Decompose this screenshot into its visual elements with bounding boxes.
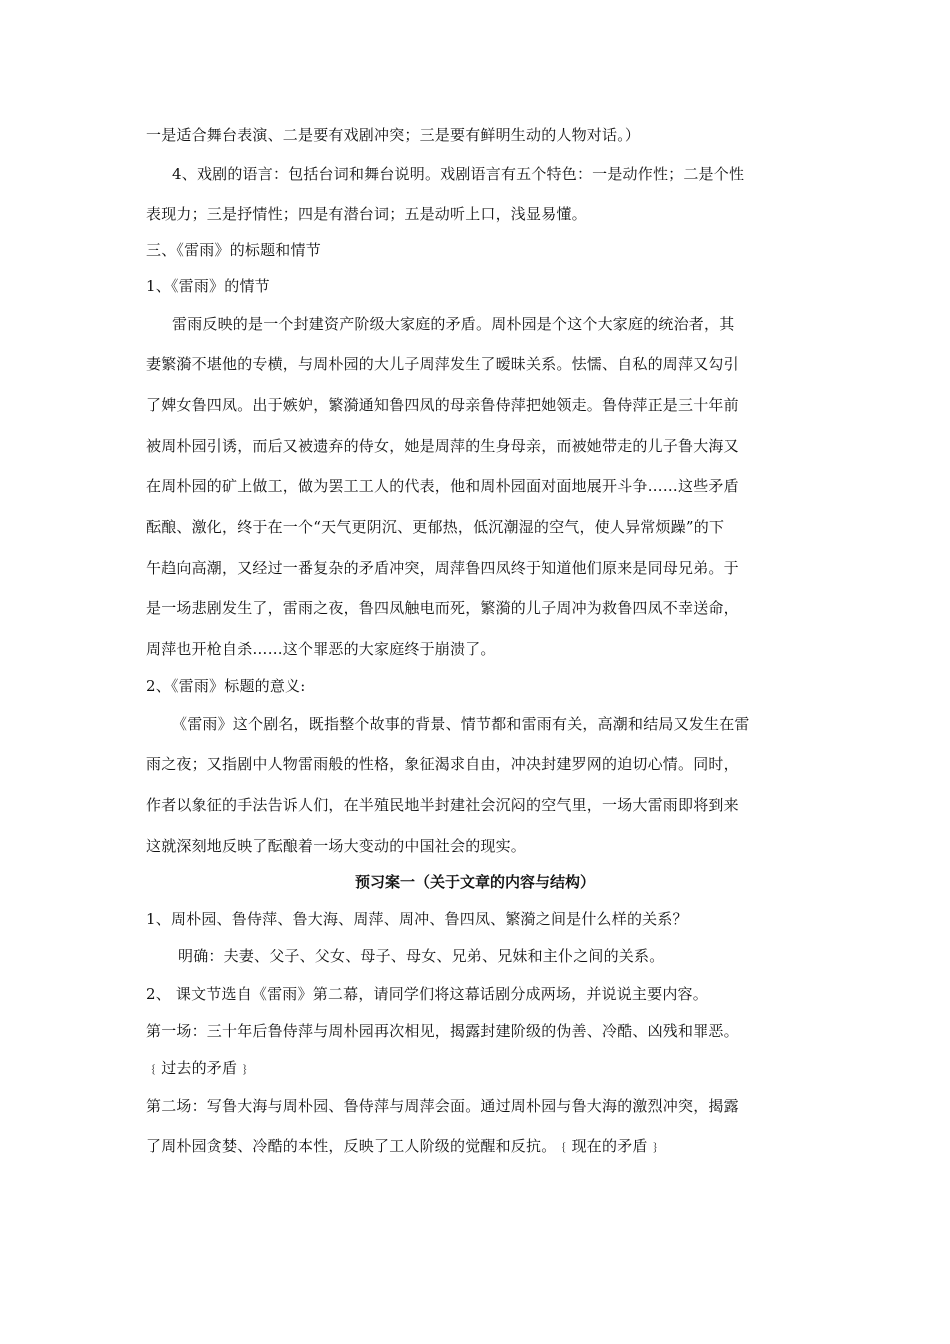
text-line-14: 周萍也开枪自杀……这个罪恶的大家庭终于崩溃了。 xyxy=(146,640,496,658)
text-line-19: 这就深刻地反映了酝酿着一场大变动的中国社会的现实。 xyxy=(146,837,527,855)
text-line-3: 表现力；三是抒情性；四是有潜台词；五是动听上口，浅显易懂。 xyxy=(146,205,587,223)
text-line-7: 妻繁漪不堪他的专横，与周朴园的大儿子周萍发生了暧昧关系。怯懦、自私的周萍又勾引 xyxy=(146,355,739,373)
section-heading-3: 三、《雷雨》的标题和情节 xyxy=(146,241,321,259)
text-line-16: 《雷雨》这个剧名，既指整个故事的背景、情节都和雷雨有关，高潮和结局又发生在雷 xyxy=(172,715,750,733)
text-line-17: 雨之夜；又指剧中人物雷雨般的性格，象征渴求自由，冲决封建罗网的迫切心情。同时， xyxy=(146,755,739,773)
text-line-8: 了婢女鲁四凤。出于嫉妒，繁漪通知鲁四凤的母亲鲁侍萍把她领走。鲁侍萍正是三十年前 xyxy=(146,396,739,414)
scene-1-note: ﹛过去的矛盾﹜ xyxy=(146,1059,253,1077)
text-line-6: 雷雨反映的是一个封建资产阶级大家庭的矛盾。周朴园是个这个大家庭的统治者，其 xyxy=(172,315,735,333)
text-line-12: 午趋向高潮，又经过一番复杂的矛盾冲突，周萍鲁四凤终于知道他们原来是同母兄弟。于 xyxy=(146,559,739,577)
scene-1-text: 第一场：三十年后鲁侍萍与周朴园再次相见，揭露封建阶级的伪善、冷酷、凶残和罪恶。 xyxy=(146,1022,739,1040)
text-line-10: 在周朴园的矿上做工，做为罢工工人的代表，他和周朴园面对面地展开斗争……这些矛盾 xyxy=(146,477,739,495)
scene-2-text: 第二场：写鲁大海与周朴园、鲁侍萍与周萍会面。通过周朴园与鲁大海的激烈冲突，揭露 xyxy=(146,1097,739,1115)
answer-1: 明确：夫妻、父子、父女、母子、母女、兄弟、兄妹和主仆之间的关系。 xyxy=(178,947,665,965)
question-1: 1、周朴园、鲁侍萍、鲁大海、周萍、周冲、鲁四凤、繁漪之间是什么样的关系？ xyxy=(146,910,688,928)
text-line-18: 作者以象征的手法告诉人们，在半殖民地半封建社会沉闷的空气里，一场大雷雨即将到来 xyxy=(146,796,739,814)
scene-2-text-cont: 了周朴园贪婪、冷酷的本性，反映了工人阶级的觉醒和反抗。﹛现在的矛盾﹜ xyxy=(146,1137,663,1155)
preview-case-heading: 预习案一（关于文章的内容与结构） xyxy=(354,873,595,891)
text-line-11: 酝酿、激化，终于在一个“天气更阴沉、更郁热，低沉潮湿的空气，使人异常烦躁”的下 xyxy=(146,518,725,536)
text-line-1: 一是适合舞台表演、二是要有戏剧冲突；三是要有鲜明生动的人物对话。） xyxy=(146,126,641,144)
text-line-13: 是一场悲剧发生了，雷雨之夜，鲁四凤触电而死，繁漪的儿子周冲为救鲁四凤不幸送命， xyxy=(146,599,739,617)
text-line-9: 被周朴园引诱，而后又被遗弃的侍女，她是周萍的生身母亲，而被她带走的儿子鲁大海又 xyxy=(146,437,739,455)
question-2: 2、 课文节选自《雷雨》第二幕，请同学们将这幕话剧分成两场，并说说主要内容。 xyxy=(146,985,708,1003)
text-line-2: 4、戏剧的语言：包括台词和舞台说明。戏剧语言有五个特色：一是动作性；二是个性 xyxy=(172,165,745,183)
subsection-heading-2: 2、《雷雨》标题的意义: xyxy=(146,677,306,695)
subsection-heading-1: 1、《雷雨》的情节 xyxy=(146,277,270,295)
